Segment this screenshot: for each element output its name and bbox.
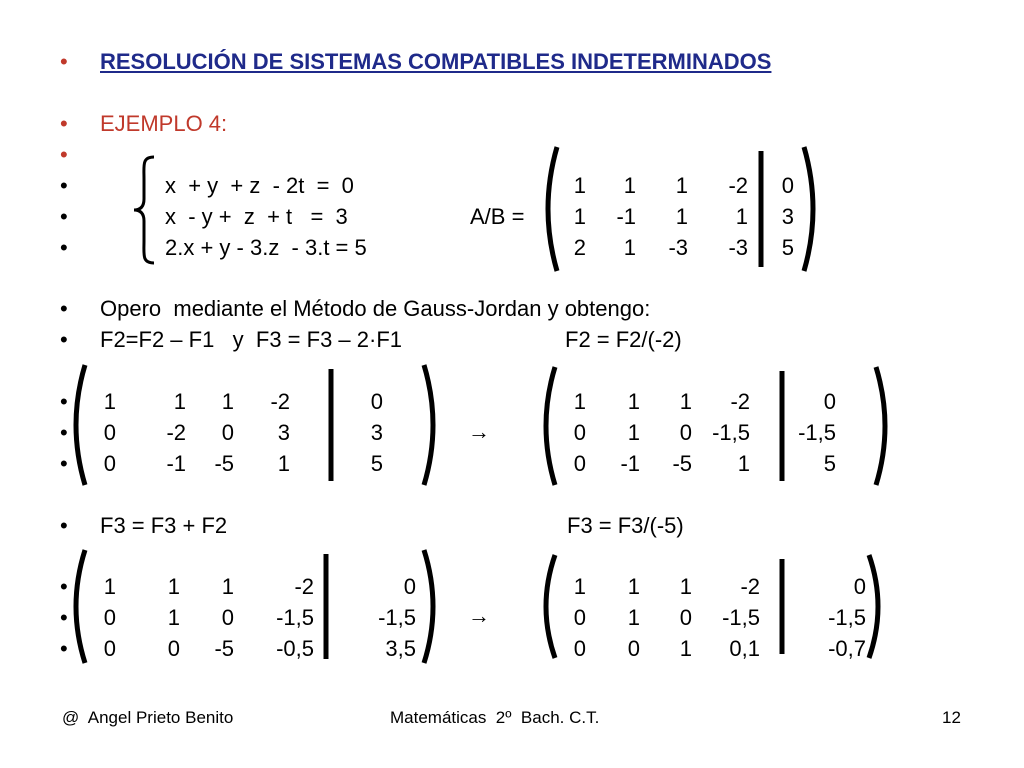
bullet: • xyxy=(60,142,68,167)
matrix-cell: 0 xyxy=(573,605,586,630)
bullet: • xyxy=(60,636,68,661)
matrix-cell: 1 xyxy=(277,451,290,476)
bullet: • xyxy=(60,451,68,476)
matrix-cell: -0,7 xyxy=(828,636,866,661)
row-operation-4: F3 = F3/(-5) xyxy=(567,513,684,538)
matrix-cell: 0 xyxy=(221,605,234,630)
equation-3: 2.x + y - 3.z - 3.t = 5 xyxy=(165,235,367,260)
matrix-cell: 5 xyxy=(781,235,794,260)
matrix-cell: -1,5 xyxy=(378,605,416,630)
bullet: • xyxy=(60,574,68,599)
matrix-cell: -1 xyxy=(166,451,186,476)
matrix-cell: 1 xyxy=(221,574,234,599)
matrix-cell: 1 xyxy=(573,204,586,229)
matrix-cell: -5 xyxy=(214,636,234,661)
matrix-cell: 0 xyxy=(103,451,116,476)
matrix-cell: -2 xyxy=(166,420,186,445)
bullet: • xyxy=(60,296,68,321)
matrix-cell: 0 xyxy=(573,636,586,661)
matrix-cell: 0 xyxy=(403,574,416,599)
bullet: • xyxy=(60,111,68,136)
matrix-cell: -2 xyxy=(270,389,290,414)
matrix-cell: -2 xyxy=(740,574,760,599)
arrow-right-icon: → xyxy=(468,419,490,444)
bullet: • xyxy=(60,49,68,74)
matrix-cell: -1,5 xyxy=(798,420,836,445)
equation-1: x + y + z - 2t = 0 xyxy=(165,173,354,198)
matrix-cell: 1 xyxy=(221,389,234,414)
matrix-cell: -5 xyxy=(214,451,234,476)
slide-title: RESOLUCIÓN DE SISTEMAS COMPATIBLES INDETERMINADOS xyxy=(100,49,772,74)
matrix-cell: 2 xyxy=(573,235,586,260)
matrix-cell: 3 xyxy=(370,420,383,445)
matrix-cell: 1 xyxy=(675,173,688,198)
matrix-cell: 1 xyxy=(623,173,636,198)
matrix-cell: 0,1 xyxy=(729,636,760,661)
matrix-cell: 1 xyxy=(735,204,748,229)
matrix-cell: 1 xyxy=(679,574,692,599)
method-description: Opero mediante el Método de Gauss-Jordan y obtengo: xyxy=(100,296,651,321)
bullet: • xyxy=(60,327,68,352)
matrix-cell: 0 xyxy=(221,420,234,445)
bullet: • xyxy=(60,605,68,630)
matrix-cell: 0 xyxy=(103,605,116,630)
matrix-cell: 0 xyxy=(103,636,116,661)
matrix-cell: 1 xyxy=(573,389,586,414)
bullet: • xyxy=(60,173,68,198)
matrix-cell: 3 xyxy=(781,204,794,229)
matrix-cell: 0 xyxy=(853,574,866,599)
matrix-cell: 5 xyxy=(370,451,383,476)
matrix-cell: 1 xyxy=(675,204,688,229)
matrix-cell: -5 xyxy=(672,451,692,476)
matrix-cell: 1 xyxy=(627,574,640,599)
row-operation-3: F3 = F3 + F2 xyxy=(100,513,228,538)
matrix-cell: 1 xyxy=(173,389,186,414)
bullet: • xyxy=(60,235,68,260)
matrix-cell: 1 xyxy=(627,420,640,445)
matrix-cell: 1 xyxy=(623,235,636,260)
equation-2: x - y + z + t = 3 xyxy=(165,204,348,229)
matrix-cell: 1 xyxy=(679,389,692,414)
augmented-matrix-label: A/B = xyxy=(470,204,525,229)
matrix-cell: 1 xyxy=(627,389,640,414)
matrix-cell: 5 xyxy=(823,451,836,476)
matrix-cell: -1,5 xyxy=(828,605,866,630)
bullet: • xyxy=(60,513,68,538)
matrix-cell: -2 xyxy=(294,574,314,599)
footer-page-number: 12 xyxy=(942,708,961,727)
matrix-cell: 1 xyxy=(573,173,586,198)
matrix-cell: -1,5 xyxy=(712,420,750,445)
footer-author: @ Angel Prieto Benito xyxy=(62,708,234,727)
matrix-cell: 0 xyxy=(103,420,116,445)
matrix-cell: 0 xyxy=(573,420,586,445)
right-parenthesis-icon xyxy=(865,553,889,660)
matrix-cell: 1 xyxy=(737,451,750,476)
matrix-cell: -0,5 xyxy=(276,636,314,661)
matrix-cell: -2 xyxy=(728,173,748,198)
row-operation-2: F2 = F2/(-2) xyxy=(565,327,682,352)
matrix-cell: 1 xyxy=(167,605,180,630)
matrix-cell: 1 xyxy=(679,636,692,661)
matrix-cell: 0 xyxy=(167,636,180,661)
matrix-cell: 0 xyxy=(679,420,692,445)
matrix-cell: -3 xyxy=(728,235,748,260)
footer-course: Matemáticas 2º Bach. C.T. xyxy=(390,708,600,727)
row-operation-1: F2=F2 – F1 y F3 = F3 – 2·F1 xyxy=(100,327,403,352)
arrow-right-icon: → xyxy=(468,603,490,628)
matrix-cell: -3 xyxy=(668,235,688,260)
matrix-cell: 3,5 xyxy=(385,636,416,661)
matrix-cell: 1 xyxy=(167,574,180,599)
example-label: EJEMPLO 4: xyxy=(100,111,228,136)
augmented-separator xyxy=(778,559,786,654)
matrix-cell: 1 xyxy=(103,389,116,414)
matrix-cell: -1 xyxy=(620,451,640,476)
bullet: • xyxy=(60,420,68,445)
matrix-cell: 0 xyxy=(370,389,383,414)
matrix-cell: -1 xyxy=(616,204,636,229)
matrix-cell: 1 xyxy=(103,574,116,599)
matrix-cell: 0 xyxy=(627,636,640,661)
matrix-cell: 1 xyxy=(627,605,640,630)
matrix-cell: 0 xyxy=(823,389,836,414)
matrix-cell: -2 xyxy=(730,389,750,414)
matrix-cell: 3 xyxy=(277,420,290,445)
matrix-cell: 1 xyxy=(573,574,586,599)
matrix-cell: 0 xyxy=(573,451,586,476)
matrix-cell: 0 xyxy=(679,605,692,630)
matrix-cell: -1,5 xyxy=(276,605,314,630)
matrix-cell: 0 xyxy=(781,173,794,198)
bullet: • xyxy=(60,204,68,229)
matrix-cell: -1,5 xyxy=(722,605,760,630)
bullet: • xyxy=(60,389,68,414)
